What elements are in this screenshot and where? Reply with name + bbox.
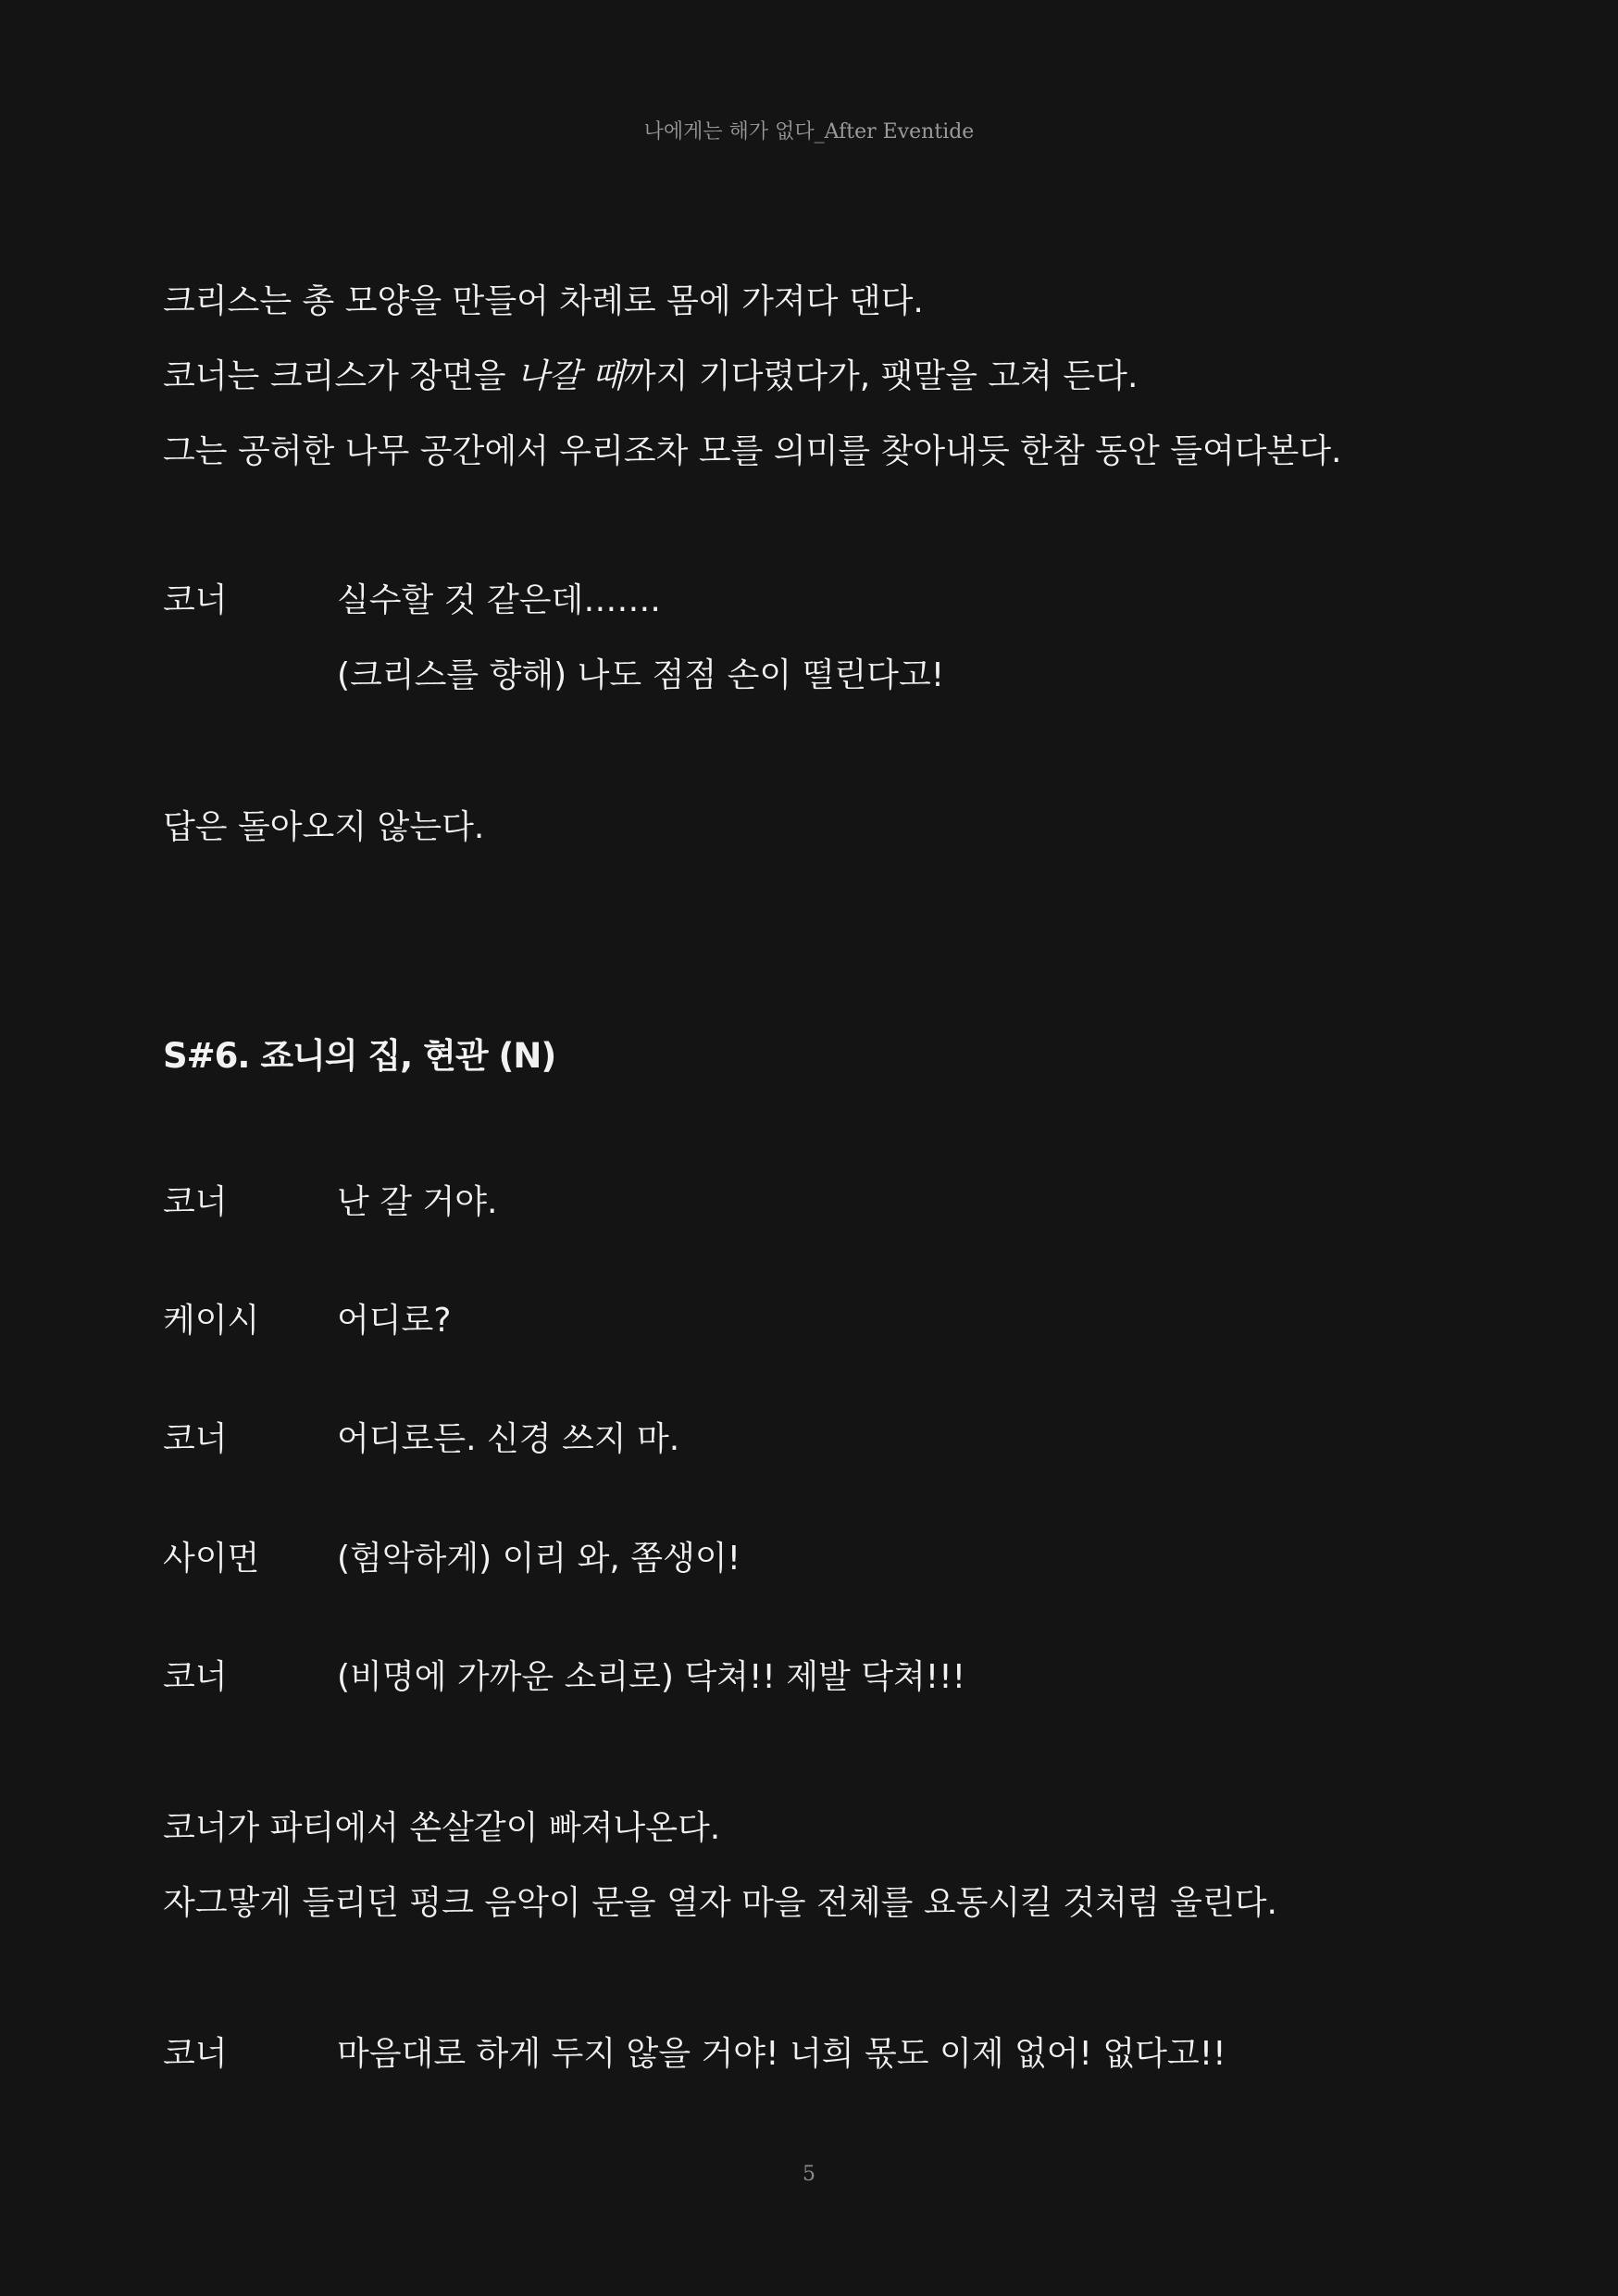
character-name: 코너 bbox=[163, 1420, 228, 1458]
scene-heading: S#6. 죠니의 집, 현관 (N) bbox=[163, 1036, 556, 1076]
page-header: 나에게는 해가 없다_After Eventide bbox=[643, 120, 975, 144]
dialogue-line: 어디로든. 신경 쓰지 마. bbox=[337, 1420, 680, 1458]
action-line: 그는 공허한 나무 공간에서 우리조차 모를 의미를 찾아내듯 한참 동안 들여다본다. bbox=[163, 432, 1342, 470]
dialogue-line: 실수할 것 같은데……. bbox=[337, 581, 661, 619]
character-name: 사이먼 bbox=[163, 1540, 260, 1578]
character-name: 코너 bbox=[163, 1658, 228, 1696]
character-name: 코너 bbox=[163, 2035, 228, 2073]
emphasized-text: 나갈 때 bbox=[517, 357, 624, 395]
character-name: 코너 bbox=[163, 1183, 228, 1221]
dialogue-line: 난 갈 거야. bbox=[337, 1183, 498, 1221]
dialogue-line: (험악하게) 이리 와, 쫌생이! bbox=[337, 1540, 741, 1578]
action-text: 까지 기다렸다가, 팻말을 고쳐 든다. bbox=[623, 357, 1139, 395]
character-name: 코너 bbox=[163, 581, 228, 619]
action-line: 크리스는 총 모양을 만들어 차례로 몸에 가져다 댄다. bbox=[163, 282, 924, 320]
dialogue-line: (크리스를 향해) 나도 점점 손이 떨린다고! bbox=[337, 656, 945, 694]
dialogue-line: 어디로? bbox=[337, 1302, 452, 1340]
dialogue-line: (비명에 가까운 소리로) 닥쳐!! 제발 닥쳐!!! bbox=[337, 1658, 966, 1696]
action-line: 자그맣게 들리던 펑크 음악이 문을 열자 마을 전체를 요동시킬 것처럼 울린다. bbox=[163, 1884, 1277, 1922]
dialogue-line: 마음대로 하게 두지 않을 거야! 너희 몫도 이제 없어! 없다고!! bbox=[337, 2035, 1226, 2073]
action-line bbox=[163, 355, 1138, 399]
action-line: 코너가 파티에서 쏜살같이 빠져나온다. bbox=[163, 1809, 721, 1847]
action-line: 답은 돌아오지 않는다. bbox=[163, 808, 485, 846]
page-number: 5 bbox=[803, 2163, 815, 2186]
action-text: 코너는 크리스가 장면을 bbox=[163, 357, 517, 395]
character-name: 케이시 bbox=[163, 1302, 260, 1340]
